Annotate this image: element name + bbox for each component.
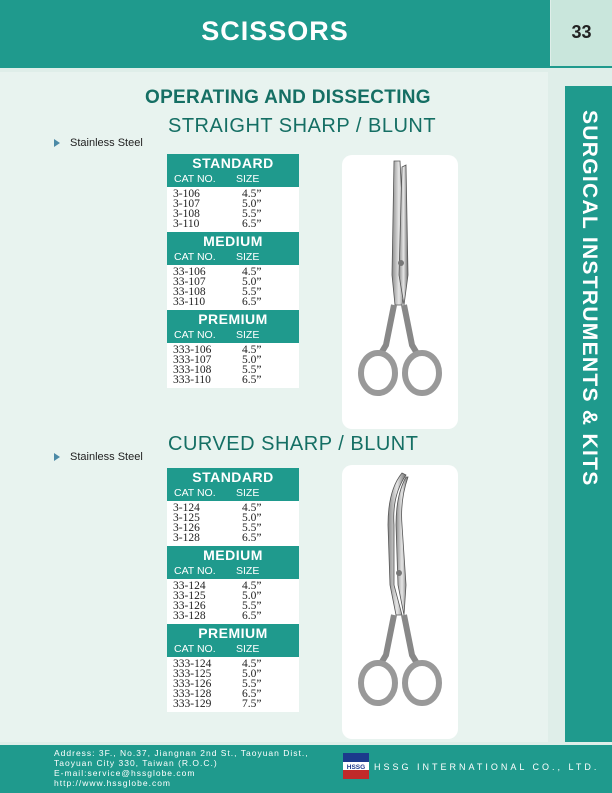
size-value: 5.0” <box>242 354 262 366</box>
cat-number: 333-126 <box>173 678 212 690</box>
table-row <box>167 699 299 709</box>
subheading: OPERATING AND DISSECTING <box>145 87 431 108</box>
scissors-curved-illustration <box>342 465 458 739</box>
size-value: 7.5” <box>242 698 262 710</box>
column-header-row <box>167 172 299 189</box>
group-title: MEDIUM <box>167 546 299 564</box>
cat-number: 333-108 <box>173 364 212 376</box>
material-bullet-straight <box>54 137 143 149</box>
page-title: SCISSORS <box>201 16 349 46</box>
cat-number: 333-124 <box>173 658 212 670</box>
cat-number: 33-107 <box>173 276 206 288</box>
table-row <box>167 533 299 543</box>
size-value: 6.5” <box>242 218 262 230</box>
column-header-cat: CAT NO. <box>174 565 216 577</box>
header-divider <box>0 66 612 68</box>
cat-number: 3-124 <box>173 502 200 514</box>
cat-number: 33-125 <box>173 590 206 602</box>
sidebar-title: SURGICAL INSTRUMENTS & KITS <box>578 110 601 487</box>
size-value: 5.0” <box>242 590 262 602</box>
company-logo <box>343 753 369 779</box>
cat-number: 333-106 <box>173 344 212 356</box>
size-value: 4.5” <box>242 188 262 200</box>
material-bullet-curved <box>54 451 143 463</box>
column-header-row <box>167 564 299 581</box>
column-header-cat: CAT NO. <box>174 173 216 185</box>
size-value: 6.5” <box>242 374 262 386</box>
footer-website: http://www.hssglobe.com <box>54 778 172 788</box>
column-header-cat: CAT NO. <box>174 329 216 341</box>
size-value: 5.5” <box>242 208 262 220</box>
footer-address-line2: Taoyuan City 330, Taiwan (R.O.C.) <box>54 758 218 768</box>
table-row <box>167 611 299 621</box>
section-title-straight: STRAIGHT SHARP / BLUNT <box>168 115 437 137</box>
size-value: 4.5” <box>242 344 262 356</box>
table-row <box>167 375 299 385</box>
column-header-size: SIZE <box>236 487 260 499</box>
table-row <box>167 219 299 229</box>
cat-number: 33-126 <box>173 600 206 612</box>
column-header-row <box>167 250 299 267</box>
size-value: 5.0” <box>242 276 262 288</box>
size-value: 6.5” <box>242 296 262 308</box>
cat-number: 3-125 <box>173 512 200 524</box>
column-header-size: SIZE <box>236 329 260 341</box>
column-header-size: SIZE <box>236 643 260 655</box>
group-title: MEDIUM <box>167 232 299 250</box>
column-header-size: SIZE <box>236 173 260 185</box>
footer-address-line1: Address: 3F., No.37, Jiangnan 2nd St., Taoyuan Dist., <box>54 748 309 758</box>
catalog-table-straight <box>167 154 299 388</box>
column-header-row <box>167 328 299 345</box>
company-name: HSSG INTERNATIONAL CO., LTD. <box>374 762 600 772</box>
group-title: PREMIUM <box>167 624 299 642</box>
cat-number: 33-124 <box>173 580 206 592</box>
bullet-icon <box>54 453 60 461</box>
size-value: 5.0” <box>242 668 262 680</box>
curved-scissors-image <box>342 465 458 739</box>
cat-number: 33-106 <box>173 266 206 278</box>
straight-scissors-image <box>342 155 458 429</box>
footer-email: E-mail:service@hssglobe.com <box>54 768 196 778</box>
cat-number: 333-107 <box>173 354 212 366</box>
size-value: 5.5” <box>242 678 262 690</box>
logo-text: HSSG <box>346 764 366 771</box>
section-title-curved: CURVED SHARP / BLUNT <box>168 433 419 455</box>
cat-number: 333-129 <box>173 698 212 710</box>
group-title: STANDARD <box>167 468 299 486</box>
size-value: 5.0” <box>242 198 262 210</box>
scissors-straight-illustration <box>342 155 458 429</box>
cat-number: 3-107 <box>173 198 200 210</box>
cat-number: 3-128 <box>173 532 200 544</box>
cat-number: 3-108 <box>173 208 200 220</box>
size-value: 5.5” <box>242 600 262 612</box>
cat-number: 33-108 <box>173 286 206 298</box>
size-value: 5.0” <box>242 512 262 524</box>
column-header-row <box>167 486 299 503</box>
size-value: 4.5” <box>242 266 262 278</box>
table-row <box>167 297 299 307</box>
material-label: Stainless Steel <box>70 137 143 149</box>
material-label: Stainless Steel <box>70 451 143 463</box>
size-value: 4.5” <box>242 658 262 670</box>
sidebar <box>566 110 612 560</box>
cat-number: 3-106 <box>173 188 200 200</box>
size-value: 6.5” <box>242 610 262 622</box>
size-value: 5.5” <box>242 522 262 534</box>
cat-number: 3-110 <box>173 218 200 230</box>
size-value: 5.5” <box>242 286 262 298</box>
size-value: 4.5” <box>242 580 262 592</box>
bullet-icon <box>54 139 60 147</box>
cat-number: 33-110 <box>173 296 206 308</box>
size-value: 4.5” <box>242 502 262 514</box>
size-value: 5.5” <box>242 364 262 376</box>
column-header-row <box>167 642 299 659</box>
size-value: 6.5” <box>242 532 262 544</box>
page-number: 33 <box>571 22 592 42</box>
column-header-size: SIZE <box>236 565 260 577</box>
column-header-size: SIZE <box>236 251 260 263</box>
cat-number: 33-128 <box>173 610 206 622</box>
group-title: PREMIUM <box>167 310 299 328</box>
group-title: STANDARD <box>167 154 299 172</box>
cat-number: 333-128 <box>173 688 212 700</box>
catalog-table-curved <box>167 468 299 712</box>
cat-number: 333-110 <box>173 374 211 386</box>
size-value: 6.5” <box>242 688 262 700</box>
cat-number: 333-125 <box>173 668 212 680</box>
cat-number: 3-126 <box>173 522 200 534</box>
column-header-cat: CAT NO. <box>174 251 216 263</box>
column-header-cat: CAT NO. <box>174 487 216 499</box>
column-header-cat: CAT NO. <box>174 643 216 655</box>
